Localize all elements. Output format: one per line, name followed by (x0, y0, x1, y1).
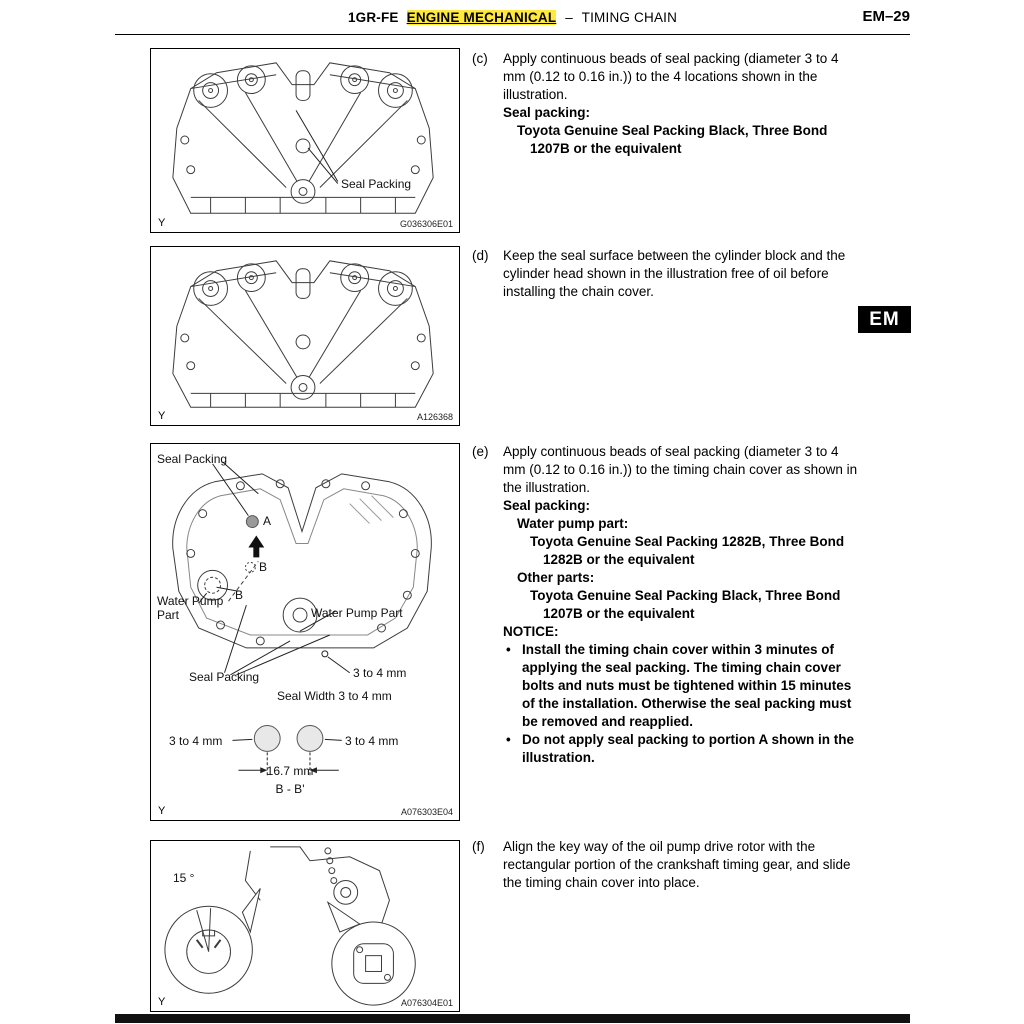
seal-packing-callout-top: Seal Packing (157, 452, 228, 466)
step-letter: (c) (472, 51, 488, 66)
step-letter: (e) (472, 444, 489, 459)
bullet-glyph: • (506, 642, 511, 657)
header-rule (115, 34, 910, 35)
other-parts-heading: Other parts: (517, 570, 595, 585)
step-text: Apply continuous beads of seal packing (diameter 3 to 4 mm (0.12 to 0.16 in.)) to the timing chain cover as shown in the illustration. (503, 444, 858, 495)
figure-corner-mark: Y (158, 996, 166, 1008)
angle-label: 15 ° (173, 871, 195, 885)
engine-timing-chain-illustration (151, 247, 459, 425)
notice-heading: NOTICE: (503, 624, 559, 639)
header-dash: – (565, 10, 573, 25)
step-letter: (f) (472, 839, 485, 854)
step-body (503, 443, 864, 767)
step-f (472, 838, 864, 892)
section-name-highlighted: ENGINE MECHANICAL (406, 10, 557, 25)
spacing-dimension-label: 16.7 mm (266, 764, 314, 778)
seal-packing-callout: Seal Packing (341, 177, 412, 191)
step-text: Apply continuous beads of seal packing (diameter 3 to 4 mm (0.12 to 0.16 in.)) to the 4 locations shown in the illustration. (503, 51, 839, 102)
portion-a-label: A (263, 514, 272, 528)
keyway-alignment-illustration (151, 841, 459, 1011)
engine-code: 1GR-FE (347, 10, 399, 25)
chapter-title: TIMING CHAIN (581, 10, 678, 25)
seal-packing-heading: Seal packing: (503, 498, 591, 513)
figure-corner-mark: Y (158, 217, 166, 229)
seal-packing-callout-bottom: Seal Packing (189, 670, 260, 684)
notice-text: Do not apply seal packing to portion A shown in the illustration. (522, 732, 855, 765)
other-parts-spec: Toyota Genuine Seal Packing Black, Three Bond 1207B or the equivalent (530, 588, 841, 621)
bead-diameter-right-label: 3 to 4 mm (345, 734, 399, 748)
notice-text: Install the timing chain cover within 3 minutes of applying the seal packing. The timing chain cover bolts and nuts must be tightened within 15 minutes of the installation. Otherwise the seal packing must be removed and reapplied. (522, 642, 852, 729)
section-bb-label: B - B' (275, 782, 305, 796)
page-header (115, 8, 910, 38)
step-text: Align the key way of the oil pump drive rotor with the rectangular portion of the crankshaft timing gear, and slide the timing chain cover into place. (503, 839, 851, 890)
notice-item (503, 731, 864, 767)
figure-code: A076304E01 (400, 998, 453, 1008)
figure-code: A126368 (416, 412, 453, 422)
step-body (503, 247, 864, 301)
seal-width-label: Seal Width 3 to 4 mm (277, 689, 392, 703)
bead-diameter-left-label: 3 to 4 mm (169, 734, 223, 748)
header-title (115, 8, 910, 25)
step-e (472, 443, 864, 767)
step-body (503, 838, 864, 892)
figure-seal-packing-locations (150, 48, 460, 233)
step-c (472, 50, 864, 158)
figure-corner-mark: Y (158, 410, 166, 422)
bullet-glyph: • (506, 732, 511, 747)
notice-item (503, 641, 864, 731)
water-pump-part-left-label: Water Pump Part (157, 594, 224, 622)
step-text: Keep the seal surface between the cylinder block and the cylinder head shown in the illustration free of oil before installing the chain cover. (503, 248, 846, 299)
figure-corner-mark: Y (158, 805, 166, 817)
water-pump-spec: Toyota Genuine Seal Packing 1282B, Three Bond 1282B or the equivalent (530, 534, 845, 567)
water-pump-heading: Water pump part: (517, 516, 629, 531)
step-letter: (d) (472, 248, 489, 263)
page-footer-bar (115, 1014, 910, 1023)
page-number: EM–29 (862, 8, 910, 25)
water-pump-part-right-label: Water Pump Part (311, 606, 403, 620)
figure-code: A076303E04 (400, 807, 453, 817)
figure-seal-surface (150, 246, 460, 426)
engine-timing-chain-illustration (151, 49, 459, 232)
figure-chain-cover-seal-packing (150, 443, 460, 821)
step-body (503, 50, 864, 158)
seal-packing-heading: Seal packing: (503, 105, 591, 120)
step-d (472, 247, 864, 301)
bead-diameter-label: 3 to 4 mm (353, 666, 407, 680)
chapter-tab-em: EM (858, 306, 911, 333)
portion-b-label: B (259, 560, 268, 574)
seal-packing-spec: Toyota Genuine Seal Packing Black, Three Bond 1207B or the equivalent (517, 123, 828, 156)
figure-keyway-alignment (150, 840, 460, 1012)
figure-code: G036306E01 (399, 219, 453, 229)
portion-b2-label: B (235, 588, 244, 602)
